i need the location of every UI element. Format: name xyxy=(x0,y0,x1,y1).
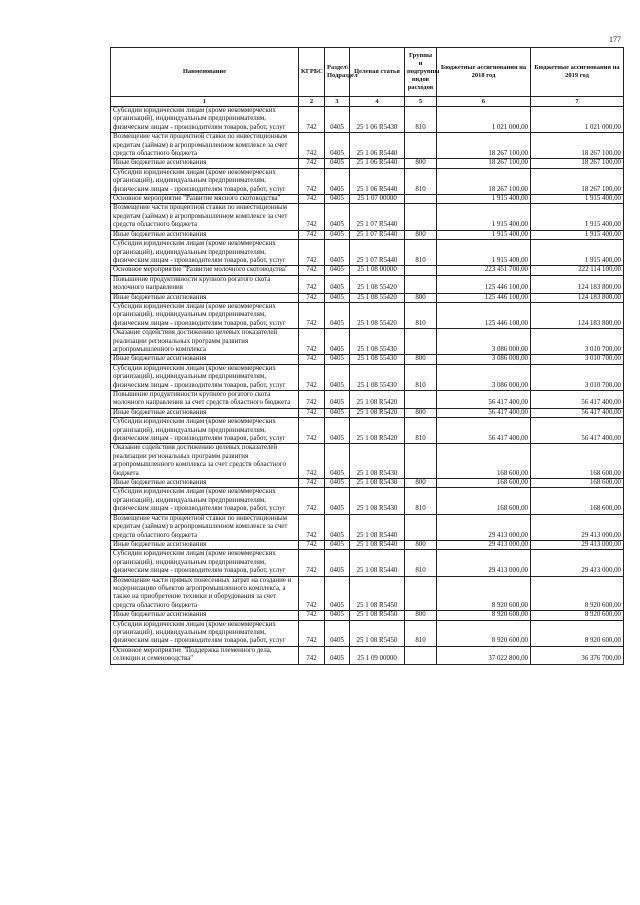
row-expense-group: 800 xyxy=(405,230,437,239)
row-expense-group xyxy=(405,133,437,159)
row-budget-2018: 56 417 400,00 xyxy=(437,418,531,444)
row-expense-group: 800 xyxy=(405,159,437,168)
row-kgrbs: 742 xyxy=(299,488,325,514)
row-name: Иные бюджетные ассигнования xyxy=(111,479,299,488)
row-budget-2018: 3 086 000,00 xyxy=(437,355,531,364)
row-name: Иные бюджетные ассигнования xyxy=(111,611,299,620)
table-row xyxy=(111,230,624,239)
table-row xyxy=(111,444,624,479)
row-expense-group: 810 xyxy=(405,620,437,646)
row-name: Иные бюджетные ассигнования xyxy=(111,408,299,417)
row-section: 0405 xyxy=(325,444,350,479)
row-kgrbs: 742 xyxy=(299,204,325,230)
row-target-article: 25 1 08 R5420 xyxy=(350,418,405,444)
row-budget-2018: 8 920 600,00 xyxy=(437,611,531,620)
row-target-article: 25 1 08 00000 xyxy=(350,266,405,275)
row-section: 0405 xyxy=(325,204,350,230)
row-target-article: 25 1 06 R5440 xyxy=(350,159,405,168)
row-kgrbs: 742 xyxy=(299,620,325,646)
row-name: Основное мероприятие "Развитие молочного скотоводства" xyxy=(111,266,299,275)
row-section: 0405 xyxy=(325,364,350,390)
row-expense-group: 810 xyxy=(405,302,437,328)
row-target-article: 25 1 06 R5440 xyxy=(350,168,405,194)
row-section: 0405 xyxy=(325,514,350,540)
row-section: 0405 xyxy=(325,107,350,133)
row-target-article: 25 1 07 00000 xyxy=(350,195,405,204)
row-budget-2019: 1 915 400,00 xyxy=(531,230,624,239)
row-section: 0405 xyxy=(325,230,350,239)
row-name: Иные бюджетные ассигнования xyxy=(111,293,299,302)
header-budget-2019: Бюджетные ассигнования на 2019 год xyxy=(531,48,624,97)
row-expense-group: 800 xyxy=(405,611,437,620)
table-row xyxy=(111,329,624,355)
row-name: Субсидии юридическим лицам (кроме некоммерческих организаций), индивидуальным предпринимателям, физическим лицам - производителям товаров, работ, услуг xyxy=(111,168,299,194)
row-budget-2019: 3 010 700,00 xyxy=(531,329,624,355)
row-budget-2019: 222 114 100,00 xyxy=(531,266,624,275)
row-budget-2018: 1 915 400,00 xyxy=(437,204,531,230)
header-row xyxy=(111,48,624,97)
row-budget-2018: 56 417 400,00 xyxy=(437,408,531,417)
row-kgrbs: 742 xyxy=(299,355,325,364)
header-kgrbs: КГРБС xyxy=(299,48,325,97)
table-row xyxy=(111,168,624,194)
row-budget-2018: 18 267 100,00 xyxy=(437,133,531,159)
row-name: Субсидии юридическим лицам (кроме некоммерческих организаций), индивидуальным предпринимателям, физическим лицам - производителям товаров, работ, услуг xyxy=(111,488,299,514)
row-kgrbs: 742 xyxy=(299,391,325,409)
row-name: Возмещение части прямых понесенных затрат на создание и модернизацию объектов агропромышленного комплекса, а также на приобретение техники и оборудования за счет средств областного бюджета xyxy=(111,576,299,611)
row-budget-2019: 8 920 600,00 xyxy=(531,620,624,646)
table-row xyxy=(111,355,624,364)
header-name: Наименование xyxy=(111,48,299,97)
row-target-article: 25 1 08 R5440 xyxy=(350,550,405,576)
row-kgrbs: 742 xyxy=(299,275,325,293)
row-budget-2018: 29 413 000,00 xyxy=(437,540,531,549)
table-row xyxy=(111,514,624,540)
row-name: Оказание содействия достижению целевых показателей реализации региональных программ развития агропромышленного комплекса за счет средств областного бюджета xyxy=(111,444,299,479)
row-kgrbs: 742 xyxy=(299,107,325,133)
row-budget-2019: 29 413 000,00 xyxy=(531,540,624,549)
row-budget-2019: 8 920 600,00 xyxy=(531,611,624,620)
table-row xyxy=(111,391,624,409)
row-kgrbs: 742 xyxy=(299,540,325,549)
row-kgrbs: 742 xyxy=(299,329,325,355)
row-budget-2018: 168 600,00 xyxy=(437,488,531,514)
row-target-article: 25 1 08 R5450 xyxy=(350,576,405,611)
row-expense-group xyxy=(405,391,437,409)
row-expense-group: 810 xyxy=(405,550,437,576)
table-row xyxy=(111,540,624,549)
header-budget-2018: Бюджетные ассигнования на 2018 год xyxy=(437,48,531,97)
row-name: Субсидии юридическим лицам (кроме некоммерческих организаций), индивидуальным предпринимателям, физическим лицам - производителям товаров, работ, услуг xyxy=(111,107,299,133)
row-name: Субсидии юридическим лицам (кроме некоммерческих организаций), индивидуальным предпринимателям, физическим лицам - производителям товаров, работ, услуг xyxy=(111,364,299,390)
row-target-article: 25 1 08 R5430 xyxy=(350,444,405,479)
row-kgrbs: 742 xyxy=(299,418,325,444)
row-target-article: 25 1 08 R5420 xyxy=(350,408,405,417)
row-name: Субсидии юридическим лицам (кроме некоммерческих организаций), индивидуальным предпринимателям, физическим лицам - производителям товаров, работ, услуг xyxy=(111,418,299,444)
row-budget-2019: 168 600,00 xyxy=(531,488,624,514)
row-budget-2019: 18 267 100,00 xyxy=(531,168,624,194)
row-budget-2018: 29 413 000,00 xyxy=(437,550,531,576)
row-expense-group xyxy=(405,576,437,611)
row-budget-2019: 8 920 600,00 xyxy=(531,576,624,611)
row-expense-group xyxy=(405,444,437,479)
row-kgrbs: 742 xyxy=(299,479,325,488)
table-row xyxy=(111,133,624,159)
row-target-article: 25 1 08 55430 xyxy=(350,355,405,364)
row-kgrbs: 742 xyxy=(299,611,325,620)
row-budget-2019: 124 183 800,00 xyxy=(531,302,624,328)
row-budget-2018: 125 446 100,00 xyxy=(437,275,531,293)
row-kgrbs: 742 xyxy=(299,240,325,266)
row-budget-2019: 36 376 700,00 xyxy=(531,646,624,664)
table-row xyxy=(111,293,624,302)
table-row xyxy=(111,159,624,168)
column-number: 5 xyxy=(405,97,437,107)
column-number: 7 xyxy=(531,97,624,107)
row-name: Основное мероприятие "Развитие мясного скотоводства" xyxy=(111,195,299,204)
row-budget-2018: 1 915 400,00 xyxy=(437,195,531,204)
row-target-article: 25 1 08 R5450 xyxy=(350,620,405,646)
row-kgrbs: 742 xyxy=(299,646,325,664)
row-kgrbs: 742 xyxy=(299,550,325,576)
column-number-row xyxy=(111,97,624,107)
table-row xyxy=(111,302,624,328)
row-name: Иные бюджетные ассигнования xyxy=(111,540,299,549)
row-name: Возмещение части процентной ставки по инвестиционным кредитам (займам) в агропромышленном комплексе за счет средств областного бюджета xyxy=(111,204,299,230)
row-budget-2019: 124 183 800,00 xyxy=(531,275,624,293)
row-expense-group xyxy=(405,266,437,275)
column-number: 4 xyxy=(350,97,405,107)
row-budget-2018: 56 417 400,00 xyxy=(437,391,531,409)
row-section: 0405 xyxy=(325,133,350,159)
row-budget-2019: 29 413 000,00 xyxy=(531,514,624,540)
table-row xyxy=(111,107,624,133)
row-expense-group: 810 xyxy=(405,168,437,194)
row-budget-2019: 1 915 400,00 xyxy=(531,240,624,266)
row-budget-2019: 1 915 400,00 xyxy=(531,204,624,230)
row-name: Возмещение части процентной ставки по инвестиционным кредитам (займам) в агропромышленном комплексе за счет средств областного бюджета xyxy=(111,514,299,540)
row-budget-2018: 125 446 100,00 xyxy=(437,302,531,328)
table-row xyxy=(111,204,624,230)
row-section: 0405 xyxy=(325,479,350,488)
row-section: 0405 xyxy=(325,576,350,611)
row-name: Субсидии юридическим лицам (кроме некоммерческих организаций), индивидуальным предпринимателям, физическим лицам - производителям товаров, работ, услуг xyxy=(111,240,299,266)
row-expense-group: 800 xyxy=(405,540,437,549)
table-row xyxy=(111,195,624,204)
budget-table xyxy=(110,47,624,665)
row-budget-2019: 56 417 400,00 xyxy=(531,418,624,444)
row-expense-group: 810 xyxy=(405,240,437,266)
row-budget-2019: 29 413 000,00 xyxy=(531,550,624,576)
row-name: Основное мероприятие "Поддержка племенного дела, селекции и семеноводства" xyxy=(111,646,299,664)
row-section: 0405 xyxy=(325,329,350,355)
column-number: 3 xyxy=(325,97,350,107)
row-budget-2019: 18 267 100,00 xyxy=(531,133,624,159)
table-row xyxy=(111,275,624,293)
row-kgrbs: 742 xyxy=(299,168,325,194)
row-expense-group xyxy=(405,204,437,230)
row-target-article: 25 1 08 R5420 xyxy=(350,391,405,409)
row-budget-2019: 124 183 800,00 xyxy=(531,293,624,302)
row-section: 0405 xyxy=(325,195,350,204)
row-kgrbs: 742 xyxy=(299,293,325,302)
row-name: Повышение продуктивности крупного рогатого скота молочного направления за счет средств областного бюджета xyxy=(111,391,299,409)
row-budget-2018: 18 267 100,00 xyxy=(437,159,531,168)
row-budget-2019: 18 267 100,00 xyxy=(531,159,624,168)
row-name: Иные бюджетные ассигнования xyxy=(111,230,299,239)
row-target-article: 25 1 09 00000 xyxy=(350,646,405,664)
row-section: 0405 xyxy=(325,266,350,275)
table-row xyxy=(111,646,624,664)
row-budget-2018: 8 920 600,00 xyxy=(437,620,531,646)
row-expense-group xyxy=(405,514,437,540)
row-budget-2019: 1 021 000,00 xyxy=(531,107,624,133)
row-target-article: 25 1 07 R5440 xyxy=(350,240,405,266)
row-kgrbs: 742 xyxy=(299,364,325,390)
row-budget-2018: 8 920 600,00 xyxy=(437,576,531,611)
row-kgrbs: 742 xyxy=(299,576,325,611)
row-budget-2019: 3 010 700,00 xyxy=(531,355,624,364)
table-row xyxy=(111,620,624,646)
row-target-article: 25 1 08 R5430 xyxy=(350,488,405,514)
row-expense-group xyxy=(405,646,437,664)
row-expense-group xyxy=(405,275,437,293)
row-budget-2019: 1 915 400,00 xyxy=(531,195,624,204)
row-name: Субсидии юридическим лицам (кроме некоммерческих организаций), индивидуальным предпринимателям, физическим лицам - производителям товаров, работ, услуг xyxy=(111,550,299,576)
row-section: 0405 xyxy=(325,391,350,409)
header-target-article: Целевая статья xyxy=(350,48,405,97)
row-kgrbs: 742 xyxy=(299,444,325,479)
row-name: Субсидии юридическим лицам (кроме некоммерческих организаций), индивидуальным предпринимателям, физическим лицам - производителям товаров, работ, услуг xyxy=(111,620,299,646)
row-expense-group: 810 xyxy=(405,418,437,444)
row-target-article: 25 1 08 R5440 xyxy=(350,540,405,549)
row-target-article: 25 1 07 R5440 xyxy=(350,204,405,230)
header-expense-group: Группы и подгруппы видов расходов xyxy=(405,48,437,97)
row-section: 0405 xyxy=(325,159,350,168)
page-number: 177 xyxy=(609,35,621,44)
row-target-article: 25 1 08 R5450 xyxy=(350,611,405,620)
row-expense-group: 800 xyxy=(405,479,437,488)
table-row xyxy=(111,266,624,275)
table-row xyxy=(111,418,624,444)
table-row xyxy=(111,408,624,417)
row-target-article: 25 1 08 55420 xyxy=(350,293,405,302)
row-budget-2018: 18 267 100,00 xyxy=(437,168,531,194)
row-section: 0405 xyxy=(325,275,350,293)
row-kgrbs: 742 xyxy=(299,408,325,417)
row-budget-2018: 168 600,00 xyxy=(437,444,531,479)
row-section: 0405 xyxy=(325,168,350,194)
row-target-article: 25 1 08 R5430 xyxy=(350,479,405,488)
row-name: Оказание содействия достижению целевых показателей реализации региональных программ развития агропромышленного комплекса xyxy=(111,329,299,355)
row-budget-2019: 56 417 400,00 xyxy=(531,408,624,417)
column-number: 2 xyxy=(299,97,325,107)
row-target-article: 25 1 08 55430 xyxy=(350,364,405,390)
row-expense-group: 810 xyxy=(405,488,437,514)
row-target-article: 25 1 08 55430 xyxy=(350,329,405,355)
table-row xyxy=(111,611,624,620)
row-target-article: 25 1 08 R5440 xyxy=(350,514,405,540)
row-name: Иные бюджетные ассигнования xyxy=(111,159,299,168)
row-section: 0405 xyxy=(325,355,350,364)
row-kgrbs: 742 xyxy=(299,195,325,204)
row-section: 0405 xyxy=(325,540,350,549)
row-section: 0405 xyxy=(325,408,350,417)
table-row xyxy=(111,240,624,266)
row-section: 0405 xyxy=(325,488,350,514)
row-expense-group: 800 xyxy=(405,293,437,302)
row-budget-2018: 37 022 800,00 xyxy=(437,646,531,664)
header-section: Раздел\ Подраздел xyxy=(325,48,350,97)
row-name: Иные бюджетные ассигнования xyxy=(111,355,299,364)
row-expense-group: 810 xyxy=(405,364,437,390)
row-budget-2019: 56 417 400,00 xyxy=(531,391,624,409)
row-section: 0405 xyxy=(325,611,350,620)
table-row xyxy=(111,550,624,576)
row-expense-group: 810 xyxy=(405,107,437,133)
row-target-article: 25 1 08 55420 xyxy=(350,275,405,293)
row-budget-2018: 29 413 000,00 xyxy=(437,514,531,540)
row-budget-2018: 223 451 700,00 xyxy=(437,266,531,275)
row-budget-2019: 3 010 700,00 xyxy=(531,364,624,390)
table-row xyxy=(111,479,624,488)
row-kgrbs: 742 xyxy=(299,266,325,275)
table-row xyxy=(111,488,624,514)
row-target-article: 25 1 08 55420 xyxy=(350,302,405,328)
row-section: 0405 xyxy=(325,418,350,444)
row-section: 0405 xyxy=(325,646,350,664)
row-kgrbs: 742 xyxy=(299,159,325,168)
row-kgrbs: 742 xyxy=(299,302,325,328)
row-expense-group xyxy=(405,329,437,355)
row-kgrbs: 742 xyxy=(299,133,325,159)
row-budget-2018: 1 915 400,00 xyxy=(437,240,531,266)
row-section: 0405 xyxy=(325,293,350,302)
row-kgrbs: 742 xyxy=(299,230,325,239)
row-section: 0405 xyxy=(325,550,350,576)
row-budget-2018: 1 915 400,00 xyxy=(437,230,531,239)
row-name: Возмещение части процентной ставки по инвестиционным кредитам (займам) в агропромышленном комплексе за счет средств областного бюджета xyxy=(111,133,299,159)
row-budget-2018: 125 446 100,00 xyxy=(437,293,531,302)
row-section: 0405 xyxy=(325,302,350,328)
table-row xyxy=(111,364,624,390)
column-number: 6 xyxy=(437,97,531,107)
row-budget-2018: 1 021 000,00 xyxy=(437,107,531,133)
row-kgrbs: 742 xyxy=(299,514,325,540)
row-expense-group xyxy=(405,195,437,204)
table-row xyxy=(111,576,624,611)
row-budget-2019: 168 600,00 xyxy=(531,444,624,479)
row-expense-group: 800 xyxy=(405,355,437,364)
row-budget-2018: 168 600,00 xyxy=(437,479,531,488)
row-target-article: 25 1 06 R5440 xyxy=(350,133,405,159)
column-number: 1 xyxy=(111,97,299,107)
row-name: Субсидии юридическим лицам (кроме некоммерческих организаций), индивидуальным предпринимателям, физическим лицам - производителям товаров, работ, услуг xyxy=(111,302,299,328)
row-expense-group: 800 xyxy=(405,408,437,417)
row-budget-2018: 3 086 000,00 xyxy=(437,329,531,355)
row-target-article: 25 1 06 R5430 xyxy=(350,107,405,133)
row-name: Повышение продуктивности крупного рогатого скота молочного направления xyxy=(111,275,299,293)
row-section: 0405 xyxy=(325,620,350,646)
row-budget-2018: 3 086 000,00 xyxy=(437,364,531,390)
row-target-article: 25 1 07 R5440 xyxy=(350,230,405,239)
row-section: 0405 xyxy=(325,240,350,266)
row-budget-2019: 168 600,00 xyxy=(531,479,624,488)
